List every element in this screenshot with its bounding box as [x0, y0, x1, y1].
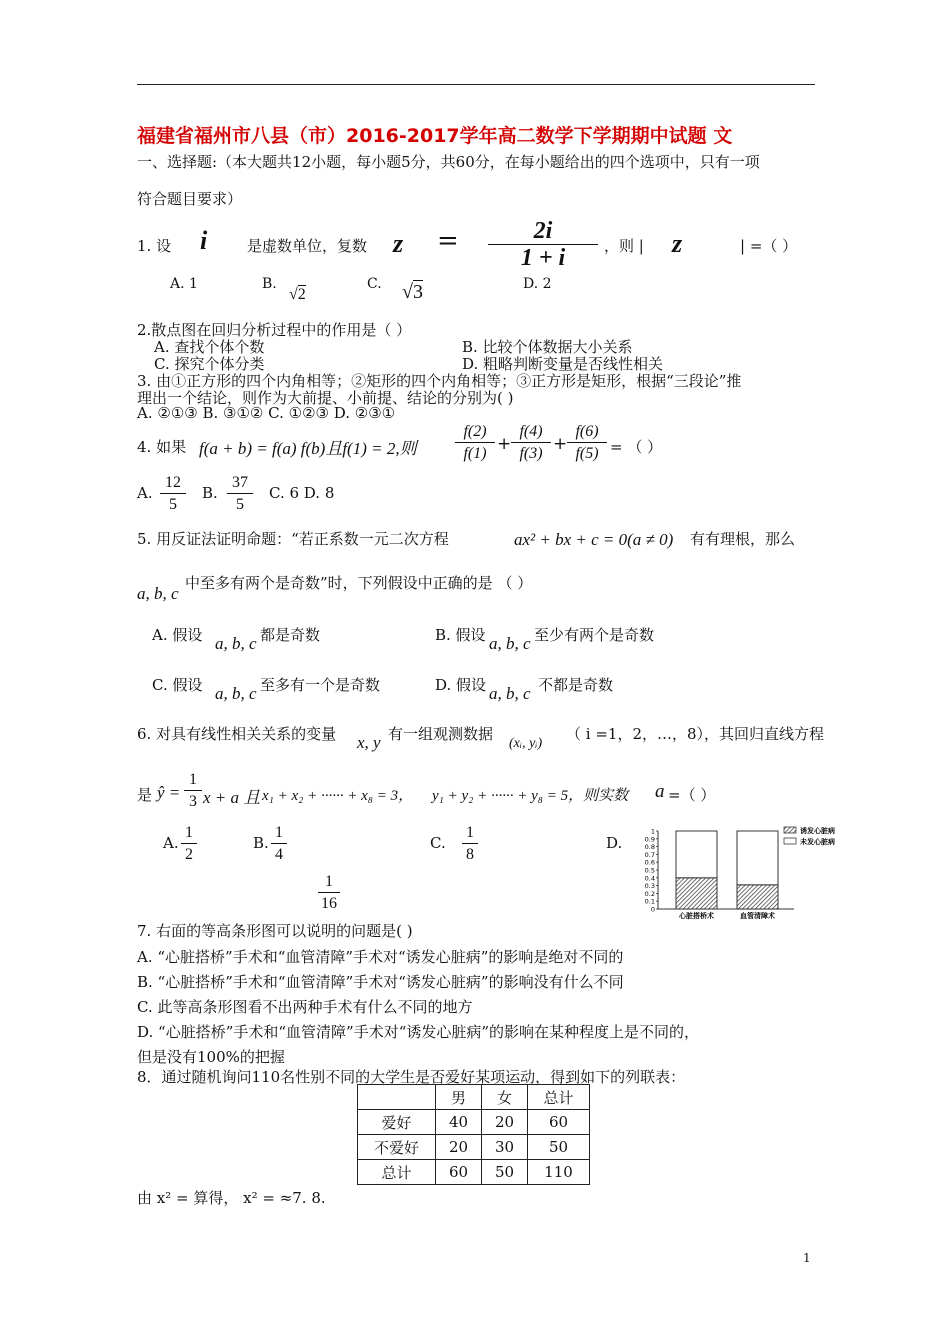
q6-a-frac [181, 823, 197, 866]
q6-a-num: 1 [181, 823, 197, 844]
bar-segment-诱发心脏病 [737, 885, 778, 909]
q4-tail: = （ ） [610, 438, 663, 456]
q6-option-d: D. [606, 834, 623, 852]
table-row [358, 1110, 590, 1135]
q6-mid: 有一组观测数据 [388, 725, 494, 743]
q6-line2-eq: x + a 且 [203, 788, 261, 807]
q6-sum-x: x₁ + x₂ + ······ + x₈ = 3， [262, 788, 414, 804]
q5-option-d-vars: a, b, c [489, 684, 531, 703]
x-tick-label: 心脏搭桥术 [679, 912, 714, 920]
q7-option-a: A. “心脏搭桥”手术和“血管清障”手术对“诱发心脏病”的影响是绝对不同的 [137, 948, 624, 966]
q2-option-b: B. 比较个体数据大小关系 [462, 338, 633, 356]
q7-option-d-line2: 但是没有100%的把握 [137, 1048, 285, 1066]
table-header-cell: 女 [482, 1085, 528, 1110]
header-rule [137, 84, 815, 85]
table-header-cell: 总计 [528, 1085, 590, 1110]
q6-option-b: B. [253, 834, 269, 852]
q6-d-frac [318, 872, 340, 915]
q5-option-d-post: 不都是奇数 [538, 676, 614, 694]
q4-option-cd: C. 6 D. 8 [269, 484, 335, 502]
y-tick-label: 1 [650, 827, 655, 836]
q1-denominator: 1 + i [520, 245, 566, 271]
q8-stem: 8．通过随机询问110名性别不同的大学生是否爱好某项运动，得到如下的列联表： [137, 1068, 686, 1086]
q2-option-d: D. 粗略判断变量是否线性相关 [462, 355, 664, 373]
table-cell: 总计 [358, 1160, 436, 1185]
page-number: 1 [803, 1251, 811, 1265]
q6-sum-y: y₁ + y₂ + ······ + y₈ = 5，则实数 [432, 788, 629, 804]
q5-option-c-pre: C. 假设 [152, 676, 203, 694]
q5-line1: 5. 用反证法证明命题：“若正系数一元二次方程 [137, 530, 449, 548]
q1-option-a: A. 1 [170, 276, 198, 292]
document-title: 福建省福州市八县（市）2016-2017学年高二数学下学期期中试题 文 [137, 125, 733, 147]
q8-after-text: 由 x² = 算得， x² = ≈7. 8. [137, 1189, 326, 1207]
q6-tail: （ i =1，2，…，8），其回归直线方程 [566, 725, 825, 743]
q1-tail: | =（ ） [740, 237, 798, 255]
q4-frac2 [511, 422, 551, 465]
table-cell: 50 [482, 1160, 528, 1185]
q5-option-a-post: 都是奇数 [260, 626, 321, 644]
q2-option-a: A. 查找个体个数 [154, 338, 265, 356]
x-tick-label: 血管清障术 [740, 912, 775, 920]
q5-option-a-vars: a, b, c [215, 634, 257, 653]
q3-line2: 理出一个结论，则作为大前提、小前提、结论的分别为( ) [137, 389, 514, 407]
q4-b-den: 5 [236, 496, 244, 513]
q7-option-d-line1: D. “心脏搭桥”手术和“血管清障”手术对“诱发心脏病”的影响在某种程度上是不同的， [137, 1023, 700, 1041]
table-header-row [358, 1085, 590, 1110]
legend-swatch-hatched [784, 827, 796, 833]
q3-line1: 3. 由①正方形的四个内角相等；②矩形的四个内角相等；③正方形是矩形，根据“三段论”推 [137, 372, 742, 390]
q5-option-a-pre: A. 假设 [152, 626, 203, 644]
q1-sqrt3: √3 [402, 281, 423, 303]
q6-yhat: ŷ = [157, 783, 181, 802]
q6-line1: 6. 对具有线性相关关系的变量 [137, 725, 337, 743]
legend-label: 诱发心脏病 [800, 827, 835, 835]
stacked-percent-bar-chart [636, 824, 852, 922]
q6-a-var: a [655, 781, 665, 802]
y-tick-label: 0.7 [644, 850, 655, 859]
bar-segment-未发心脏病 [737, 831, 778, 885]
q1-numerator: 2i [488, 218, 598, 245]
q5-equation: ax² + bx + c = 0(a ≠ 0) [514, 530, 674, 549]
y-tick-label: 0.1 [644, 897, 655, 906]
y-tick-label: 0.4 [644, 874, 655, 883]
q6-slope-den: 3 [189, 793, 197, 810]
q1-abs-z: z [672, 229, 683, 258]
table-cell: 40 [436, 1110, 482, 1135]
section-intro-line2: 符合题目要求） [137, 190, 243, 208]
q4-b-frac [227, 473, 253, 516]
table-header-cell: 男 [436, 1085, 482, 1110]
y-tick-label: 0.5 [644, 866, 655, 875]
q3-options: A. ②①③ B. ③①② C. ①②③ D. ②③① [137, 404, 396, 422]
q4-frac2-den: f(3) [519, 445, 543, 462]
y-tick-label: 0.3 [644, 882, 655, 891]
q4-b-num: 37 [227, 473, 253, 494]
q1-sqrt2-value: 2 [297, 286, 306, 303]
table-cell: 60 [528, 1110, 590, 1135]
q1-fraction [488, 218, 598, 271]
q6-option-c: C. [430, 834, 446, 852]
q2-stem: 2.散点图在回归分析过程中的作用是（ ） [137, 321, 412, 339]
q1-sqrt3-value: 3 [412, 281, 423, 303]
q6-line2-prefix: 是 [137, 786, 153, 804]
table-cell: 60 [436, 1160, 482, 1185]
q5-option-b-post: 至少有两个是奇数 [534, 626, 655, 644]
q4-plus2: + [553, 434, 568, 454]
table-cell: 110 [528, 1160, 590, 1185]
q4-plus1: + [497, 434, 512, 454]
table-row [358, 1135, 590, 1160]
q4-frac3 [567, 422, 607, 465]
q6-slope-frac [184, 770, 202, 813]
q4-a-num: 12 [160, 473, 186, 494]
q4-frac1-den: f(1) [463, 445, 487, 462]
q6-pair: (xᵢ, yᵢ) [509, 736, 543, 751]
bar-segment-未发心脏病 [676, 831, 717, 878]
contingency-table [357, 1084, 590, 1185]
q4-condition: f(a + b) = f(a) f(b)且f(1) = 2,则 [199, 439, 417, 458]
q2-option-c: C. 探究个体分类 [154, 355, 265, 373]
table-cell: 爱好 [358, 1110, 436, 1135]
q6-d-num: 1 [318, 872, 340, 893]
table-cell: 50 [528, 1135, 590, 1160]
bar-segment-诱发心脏病 [676, 878, 717, 909]
q6-slope-num: 1 [184, 770, 202, 791]
q6-c-num: 1 [462, 823, 478, 844]
table-cell: 20 [482, 1110, 528, 1135]
q4-frac3-num: f(6) [567, 422, 607, 443]
table-cell: 不爱好 [358, 1135, 436, 1160]
q1-then: ，则 | [604, 237, 644, 255]
q4-option-b: B. [202, 484, 218, 502]
legend-label: 未发心脏病 [800, 838, 835, 846]
table-cell: 30 [482, 1135, 528, 1160]
q7-option-c: C. 此等高条形图看不出两种手术有什么不同的地方 [137, 998, 473, 1016]
q1-sqrt2: √2 [289, 286, 306, 303]
q6-option-a: A. [163, 834, 179, 852]
q1-equals: = [437, 226, 459, 256]
table-header-cell [358, 1085, 436, 1110]
q4-frac2-num: f(4) [511, 422, 551, 443]
q1-option-d: D. 2 [523, 276, 552, 292]
section-intro-line1: 一、选择题:（本大题共12小题，每小题5分，共60分，在每小题给出的四个选项中，只有一项 [137, 153, 760, 171]
q1-prefix: 1. 设 [137, 237, 172, 255]
q6-xy: x, y [357, 733, 381, 752]
q5-option-c-vars: a, b, c [215, 684, 257, 703]
q1-option-c: C. [367, 276, 382, 292]
y-tick-label: 0.6 [644, 858, 655, 867]
y-tick-label: 0.8 [644, 843, 655, 852]
q5-line2: 中至多有两个是奇数”时，下列假设中正确的是 （ ） [185, 574, 533, 592]
q4-frac1 [455, 422, 495, 465]
table-row [358, 1160, 590, 1185]
q5-line1-tail: 有有理根，那么 [690, 530, 796, 548]
q6-b-frac [271, 823, 287, 866]
q1-z-symbol: z [393, 229, 404, 258]
q4-frac1-num: f(2) [455, 422, 495, 443]
q6-c-frac [462, 823, 478, 866]
q5-vars: a, b, c [137, 584, 179, 603]
q4-option-a: A. [137, 484, 153, 502]
q1-mid-text: 是虚数单位，复数 [247, 237, 368, 255]
q6-a-den: 2 [185, 846, 193, 863]
q5-option-c-post: 至多有一个是奇数 [260, 676, 381, 694]
q1-option-b: B. [262, 276, 277, 292]
q6-c-den: 8 [466, 846, 474, 863]
table-cell: 20 [436, 1135, 482, 1160]
q5-option-b-vars: a, b, c [489, 634, 531, 653]
q4-prefix: 4. 如果 [137, 438, 187, 456]
q5-option-b-pre: B. 假设 [435, 626, 486, 644]
q4-a-frac [160, 473, 186, 516]
q6-b-den: 4 [275, 846, 283, 863]
q6-b-num: 1 [271, 823, 287, 844]
y-tick-label: 0.9 [644, 835, 655, 844]
q6-d-den: 16 [321, 895, 337, 912]
y-tick-label: 0 [650, 905, 655, 914]
q7-stem: 7. 右面的等高条形图可以说明的问题是( ) [137, 922, 413, 940]
q7-option-b: B. “心脏搭桥”手术和“血管清障”手术对“诱发心脏病”的影响没有什么不同 [137, 973, 624, 991]
q5-option-d-pre: D. 假设 [435, 676, 487, 694]
legend-swatch-plain [784, 838, 796, 844]
y-tick-label: 0.2 [644, 889, 655, 898]
q1-i-symbol: i [200, 226, 208, 255]
q4-a-den: 5 [169, 496, 177, 513]
q4-frac3-den: f(5) [575, 445, 599, 462]
q6-end: =（ ） [668, 786, 716, 804]
